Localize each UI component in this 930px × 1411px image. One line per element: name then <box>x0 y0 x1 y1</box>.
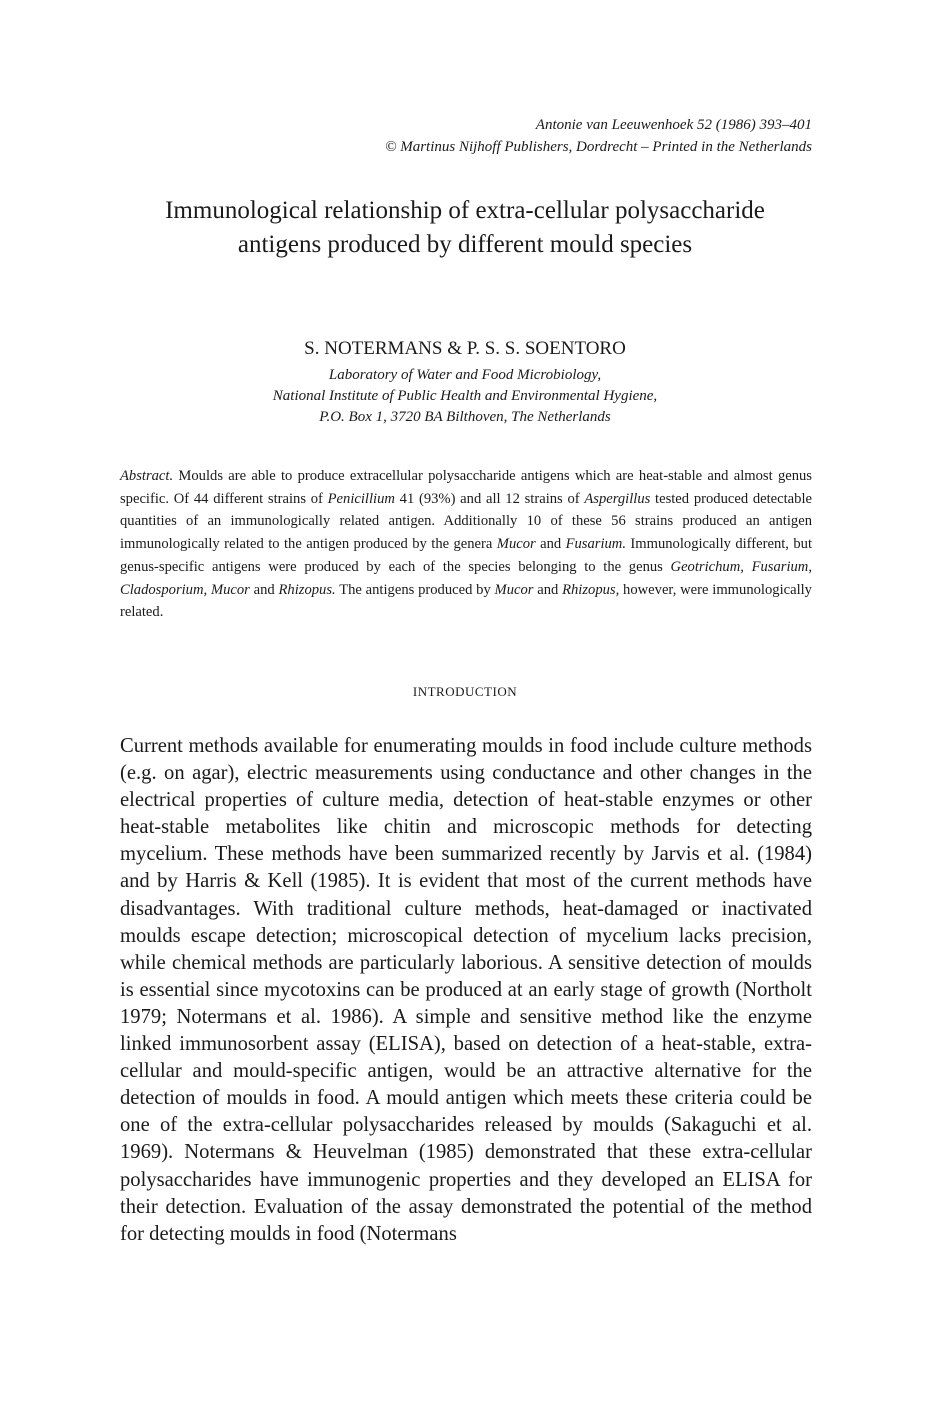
author-list: S. NOTERMANS & P. S. S. SOENTORO <box>304 338 626 359</box>
abstract-text: and <box>249 581 279 598</box>
abstract-italic-text: Mucor <box>496 536 536 553</box>
abstract-text: however, were immunologically related. <box>120 581 812 621</box>
abstract-italic-text: Mucor <box>494 581 534 598</box>
abstract-text: Moulds are able to produce extracellular polysaccharide antigens which are heat-stable and almost genus specific. Of 44 different strains of <box>120 468 812 507</box>
section-heading: INTRODUCTION <box>412 684 518 699</box>
abstract-text: and <box>535 536 566 553</box>
abstract-text: 41 (93%) and all 12 strains of <box>394 490 585 507</box>
paper-title <box>60 194 870 262</box>
abstract-italic-text: Geotrichum, Fusarium, Cladosporium, Mucor <box>120 558 812 598</box>
affiliation-line: Laboratory of Water and Food Microbiology, <box>328 367 602 383</box>
abstract-text: tested produced detectable quantities of an immunologically related antigen. Additionally 10 of these 56 strains produced an antigen immunologically related to the antigen produced by the genera <box>120 490 812 553</box>
affiliation <box>0 365 930 428</box>
abstract-italic-text: Rhizopus, <box>562 581 620 598</box>
affiliation-line: P.O. Box 1, 3720 BA Bilthoven, The Netherlands <box>319 409 611 425</box>
title-line: antigens produced by different mould species <box>237 231 693 258</box>
abstract-italic-text: Fusarium. <box>565 536 626 553</box>
abstract-body <box>120 468 812 620</box>
abstract-text: Immunologically different, but genus-specific antigens were produced by each of the species belonging to the genus <box>120 536 812 575</box>
abstract <box>120 465 812 624</box>
journal-line: Antonie van Leeuwenhoek 52 (1986) 393–401 <box>535 117 812 133</box>
abstract-italic-text: Penicillium <box>327 490 395 507</box>
affiliation-line: National Institute of Public Health and Environmental Hygiene, <box>272 388 658 404</box>
body-paragraph: Current methods available for enumerating moulds in food include culture methods (e.g. on agar), electric measurements using conductance and other changes in the electrical properties of culture media, detection of heat-stable enzymes or other heat-stable metabolites like chitin and microscopic methods for detecting mycelium. These methods have been summarized recently by Jarvis et al. (1984) and by Harris & Kell (1985). It is evident that most of the current methods have disadvantages. With traditional culture methods, heat-damaged or inactivated moulds escape detection; microscopical detection of mycelium lacks precision, while chemical methods are particularly laborious. A sensitive detection of moulds is essential since mycotoxins can be produced at an early stage of growth (Northolt 1979; Notermans et al. 1986). A simple and sensitive method like the enzyme linked immunosorbent assay (ELISA), based on detection of a heat-stable, extra-cellular and mould-specific antigen, would be an attractive alternative for the detection of moulds in food. A mould antigen which meets these criteria could be one of the extra-cellular polysaccharides released by moulds (Sakaguchi et al. 1969). Notermans & Heuvelman (1985) demonstrated that these extra-cellular polysaccharides have immunogenic properties and they developed an ELISA for their detection. Evaluation of the assay demonstrated the potential of the method for detecting moulds in food (Notermans <box>120 735 812 1245</box>
journal-citation <box>385 114 812 158</box>
abstract-italic-text: Aspergillus <box>584 490 651 507</box>
abstract-text: and <box>533 581 563 598</box>
publisher-line: © Martinus Nijhoff Publishers, Dordrecht – Printed in the Netherlands <box>385 139 812 155</box>
title-line: Immunological relationship of extra-cellular polysaccharide <box>165 197 765 224</box>
abstract-label: Abstract. <box>120 468 174 484</box>
abstract-text: The antigens produced by <box>335 581 495 598</box>
abstract-italic-text: Rhizopus. <box>278 581 336 598</box>
